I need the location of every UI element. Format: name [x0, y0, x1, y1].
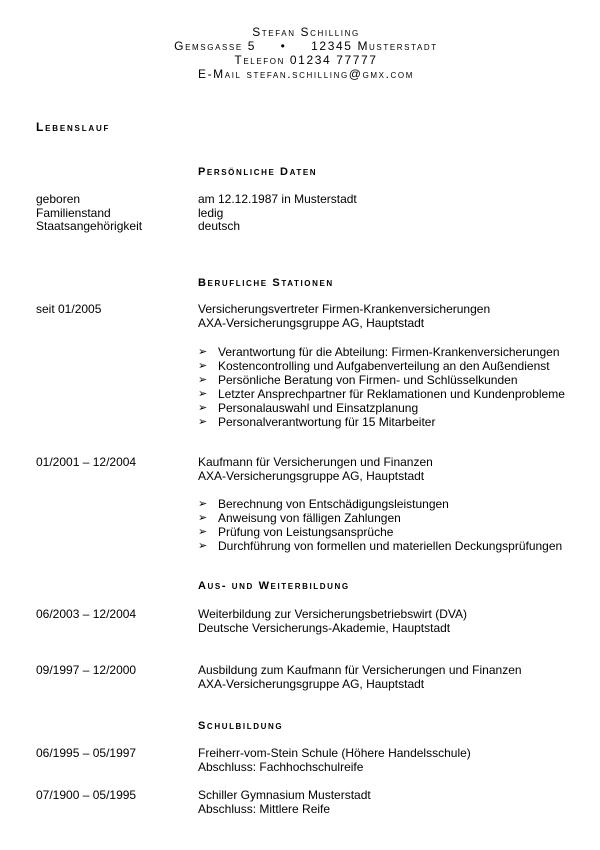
- education-date: 06/2003 – 12/2004: [36, 607, 137, 621]
- arrowhead-bullet-icon: ➢: [198, 346, 208, 358]
- page-title: Lebenslauf: [36, 120, 111, 134]
- education-date: 09/1997 – 12/2000: [36, 663, 137, 677]
- list-item: ➢ Persönliche Beratung von Firmen- und Schlüsselkunden: [198, 373, 518, 387]
- personal-value: deutsch: [198, 219, 241, 233]
- arrowhead-bullet-icon: ➢: [198, 526, 208, 538]
- career-position: Kaufmann für Versicherungen und Finanzen: [198, 455, 433, 469]
- education-institution: Deutsche Versicherungs-Akademie, Hauptstadt: [198, 621, 451, 635]
- career-heading: Berufliche Stationen: [198, 277, 334, 289]
- career-task-list: [198, 497, 562, 553]
- applicant-address: Gemsgasse 5 • 12345 Musterstadt: [174, 39, 438, 53]
- school-date: 07/1900 – 05/1995: [36, 788, 137, 802]
- applicant-email: E-Mail stefan.schilling@gmx.com: [197, 67, 415, 81]
- list-item: ➢ Verantwortung für die Abteilung: Firmen-Krankenversicherungen: [198, 345, 560, 359]
- arrowhead-bullet-icon: ➢: [198, 512, 208, 524]
- list-item: ➢ Durchführung von formellen und materiellen Deckungsprüfungen: [198, 539, 563, 553]
- personal-data-heading: Persönliche Daten: [198, 166, 318, 178]
- personal-label: geboren: [36, 192, 81, 206]
- education-title: Weiterbildung zur Versicherungsbetriebswirt (DVA): [198, 607, 467, 621]
- list-item: ➢ Personalverantwortung für 15 Mitarbeiter: [198, 415, 436, 429]
- cv-header: [0, 25, 600, 81]
- school-heading: Schulbildung: [198, 720, 284, 732]
- education-title: Ausbildung zum Kaufmann für Versicherungen und Finanzen: [198, 663, 522, 677]
- list-item: ➢ Personalauswahl und Einsatzplanung: [198, 401, 419, 415]
- arrowhead-bullet-icon: ➢: [198, 374, 208, 386]
- applicant-phone: Telefon 01234 77777: [234, 53, 378, 67]
- school-date: 06/1995 – 05/1997: [36, 746, 137, 760]
- career-company: AXA-Versicherungsgruppe AG, Hauptstadt: [198, 316, 425, 330]
- arrowhead-bullet-icon: ➢: [198, 416, 208, 428]
- school-name: Freiherr-vom-Stein Schule (Höhere Handelsschule): [198, 746, 471, 760]
- list-item: ➢ Kostencontrolling und Aufgabenverteilung an den Außendienst: [198, 359, 550, 373]
- personal-value: ledig: [198, 205, 224, 220]
- school-name: Schiller Gymnasium Musterstadt: [198, 788, 371, 802]
- arrowhead-bullet-icon: ➢: [198, 402, 208, 414]
- personal-label: Staatsangehörigkeit: [36, 219, 143, 233]
- applicant-name: Stefan Schilling: [252, 25, 360, 39]
- list-item: ➢ Prüfung von Leistungsansprüche: [198, 525, 394, 539]
- list-item: ➢ Anweisung von fälligen Zahlungen: [198, 511, 401, 525]
- career-company: AXA-Versicherungsgruppe AG, Hauptstadt: [198, 469, 425, 483]
- education-institution: AXA-Versicherungsgruppe AG, Hauptstadt: [198, 677, 425, 691]
- career-position: Versicherungsvertreter Firmen-Krankenversicherungen: [198, 302, 491, 316]
- arrowhead-bullet-icon: ➢: [198, 360, 208, 372]
- arrowhead-bullet-icon: ➢: [198, 498, 208, 510]
- career-date: seit 01/2005: [36, 302, 102, 316]
- personal-label: Familienstand: [36, 205, 111, 220]
- career-date: 01/2001 – 12/2004: [36, 455, 137, 469]
- education-heading: Aus- und Weiterbildung: [198, 580, 350, 592]
- career-task-list: [198, 345, 565, 429]
- arrowhead-bullet-icon: ➢: [198, 540, 208, 552]
- list-item: ➢ Berechnung von Entschädigungsleistungen: [198, 497, 449, 511]
- school-degree: Abschluss: Mittlere Reife: [198, 802, 331, 816]
- personal-value: am 12.12.1987 in Musterstadt: [198, 192, 357, 206]
- list-item: ➢ Letzter Ansprechpartner für Reklamationen und Kundenprobleme: [198, 387, 565, 401]
- school-degree: Abschluss: Fachhochschulreife: [198, 760, 364, 774]
- arrowhead-bullet-icon: ➢: [198, 388, 208, 400]
